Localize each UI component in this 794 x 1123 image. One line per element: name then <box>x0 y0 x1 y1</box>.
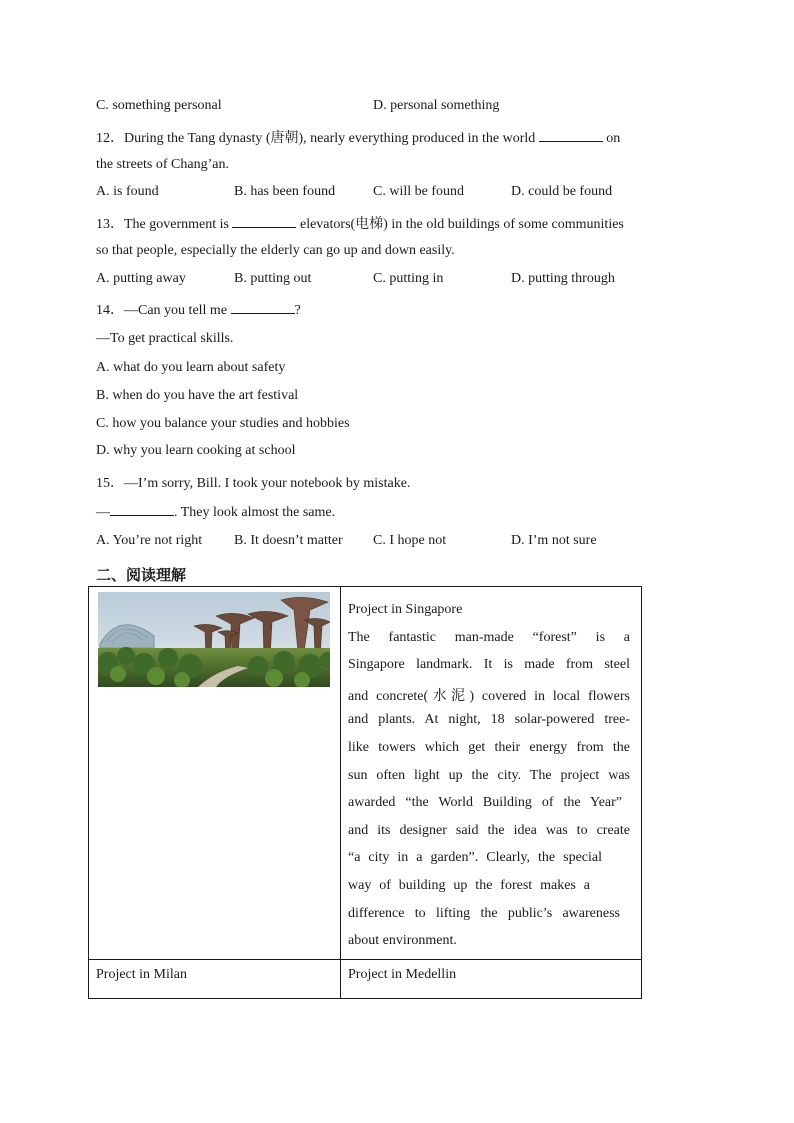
q12-stem <box>96 127 698 147</box>
q14-option-c: C. how you balance your studies and hobbies <box>96 416 350 431</box>
q13-stem <box>96 213 624 233</box>
q15-option-a: A. You’re not right <box>96 533 203 548</box>
singapore-line: awarded “the World Building of the Year” <box>348 795 622 811</box>
q14-reply: —To get practical skills. <box>96 331 234 346</box>
singapore-line: difference to lifting the public’s awareness <box>348 905 620 921</box>
milan-cell <box>89 960 341 999</box>
q13-text-after: elevators(电梯) in the old buildings of some communities <box>296 217 624 232</box>
q15-blank <box>110 503 174 516</box>
singapore-line: The fantastic man-made “forest” is a <box>348 629 630 645</box>
q14-number: 14． <box>96 303 124 318</box>
q13-option-a: A. putting away <box>96 271 186 286</box>
section-title-reading: 二、阅读理解 <box>96 566 187 584</box>
q12-option-c: C. will be found <box>373 184 464 199</box>
singapore-paragraph <box>348 602 630 961</box>
q13-option-c: C. putting in <box>373 271 444 286</box>
q15-stem <box>96 472 410 492</box>
singapore-line: like towers which get their energy from the <box>348 739 630 755</box>
q15-reply <box>96 503 335 521</box>
q11-option-c: C. something personal <box>96 98 222 113</box>
q14-option-d: D. why you learn cooking at school <box>96 443 296 458</box>
q13-number: 13． <box>96 217 124 232</box>
q14-stem <box>96 299 301 319</box>
q15-option-d: D. I’m not sure <box>511 533 597 548</box>
singapore-line: about environment. <box>348 933 457 949</box>
q12-number: 12． <box>96 131 124 146</box>
q14-text-before: —Can you tell me <box>124 303 231 318</box>
q15-reply-text: . They look almost the same. <box>174 505 336 520</box>
q12-option-b: B. has been found <box>234 184 336 199</box>
q12-blank <box>539 129 603 142</box>
singapore-line: sun often light up the city. The project was <box>348 767 630 783</box>
medellin-cell <box>341 960 642 999</box>
q13-option-b: B. putting out <box>234 271 312 286</box>
singapore-line: “a city in a garden”. Clearly, the special <box>348 850 602 866</box>
q15-option-b: B. It doesn’t matter <box>234 533 343 548</box>
q14-option-a: A. what do you learn about safety <box>96 360 286 375</box>
medellin-title: Project in Medellin <box>348 967 457 982</box>
q12-option-d: D. could be found <box>511 184 613 199</box>
singapore-line: and its designer said the idea was to create <box>348 822 630 838</box>
q13-text-before: The government is <box>124 217 233 232</box>
q15-number: 15． <box>96 476 124 491</box>
singapore-line: and plants. At night, 18 solar-powered tree- <box>348 712 630 728</box>
q14-blank <box>231 301 295 314</box>
q15-text: —I’m sorry, Bill. I took your notebook by mistake. <box>124 476 411 491</box>
q13-option-d: D. putting through <box>511 271 615 286</box>
q15-dash: — <box>96 505 110 520</box>
q12-option-a: A. is found <box>96 184 159 199</box>
q15-option-c: C. I hope not <box>373 533 447 548</box>
milan-title: Project in Milan <box>96 967 187 982</box>
q13-blank <box>232 215 296 228</box>
singapore-line: Singapore landmark. It is made from steel <box>348 657 630 673</box>
singapore-line: way of building up the forest makes a <box>348 877 590 893</box>
q13-stem-line2: so that people, especially the elderly can go up and down easily. <box>96 243 455 258</box>
q14-text-after: ? <box>294 303 301 318</box>
singapore-supertree-photo <box>98 592 330 687</box>
q12-text-after: on <box>602 131 621 146</box>
q11-option-d: D. personal something <box>373 98 500 113</box>
q14-option-b: B. when do you have the art festival <box>96 388 299 403</box>
supertree-illustration <box>98 592 330 687</box>
singapore-line: and concrete(水泥) covered in local flowers <box>348 688 630 704</box>
singapore-title: Project in Singapore <box>348 602 463 617</box>
q12-text-before: During the Tang dynasty (唐朝), nearly everything produced in the world <box>124 131 539 146</box>
q12-stem-line2: the streets of Chang’an. <box>96 157 229 172</box>
